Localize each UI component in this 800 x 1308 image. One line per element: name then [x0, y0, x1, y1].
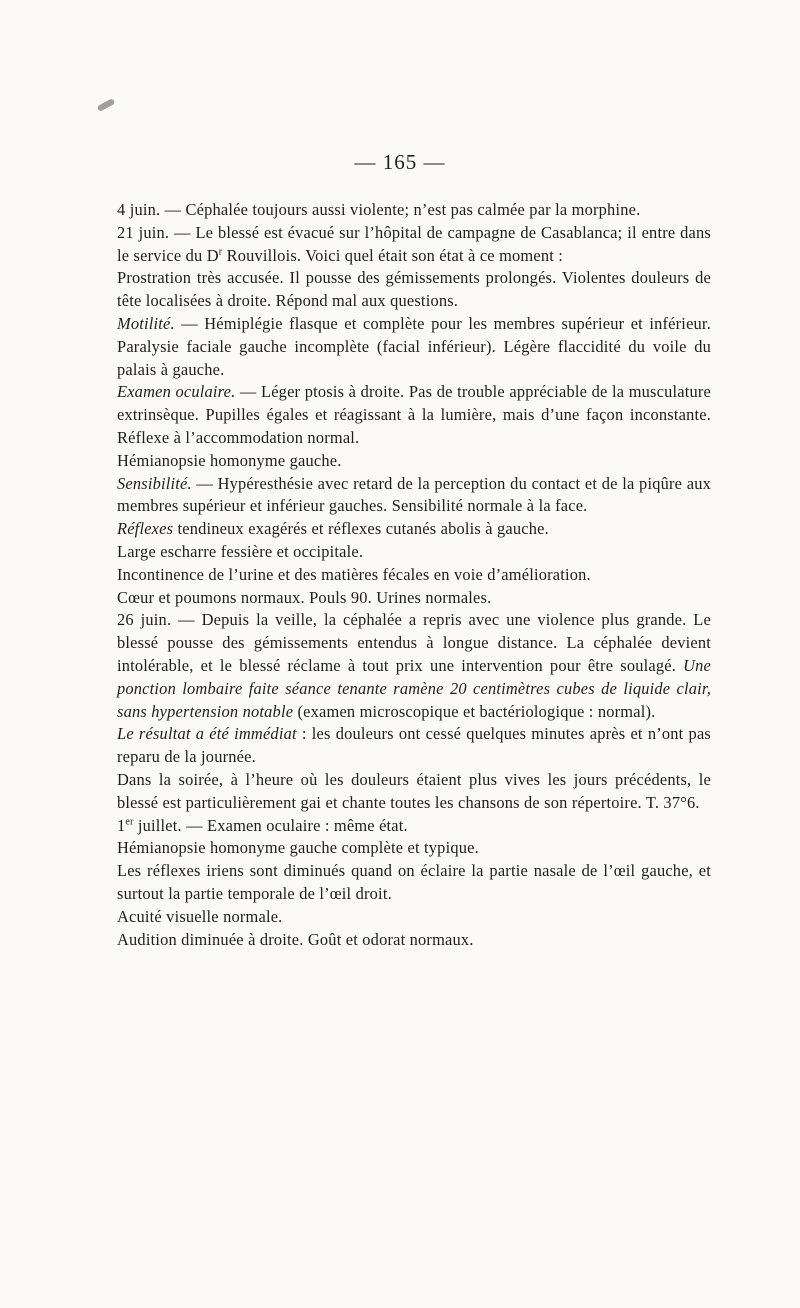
- paragraph-text: (examen microscopique et bactériologique : normal).: [293, 701, 656, 721]
- ink-mark: [97, 98, 116, 112]
- paragraph-audition: [117, 929, 711, 952]
- paragraph-21-juin: [117, 222, 711, 268]
- page-number: — 165 —: [354, 150, 446, 174]
- paragraph-26-juin: [117, 609, 711, 723]
- paragraph-text: Prostration très accusée. Il pousse des gémissements prolongés. Violentes douleurs de tête localisées à droite. Répond mal aux questions.: [117, 268, 711, 311]
- paragraph-coeur: [117, 587, 711, 610]
- paragraph-text: Rouvillois. Voici quel était son état à ce moment :: [222, 245, 564, 265]
- section-lead: Motilité.: [117, 313, 175, 333]
- paragraph-text: — Hypéresthésie avec retard de la perception du contact et de la piqûre aux membres supérieur et inférieur gauches. Sensibilité normale à la face.: [117, 473, 711, 516]
- paragraph-text: Hémianopsie homonyme gauche.: [117, 450, 342, 470]
- paragraph-reflexes: [117, 518, 711, 541]
- paragraph-text: : les douleurs ont cessé quelques minutes après et n’ont pas reparu de la journée.: [117, 724, 712, 767]
- paragraph-text: 21 juin. — Le blessé est évacué sur l’hôpital de campagne de Casablanca; il entre dans le service du D: [117, 222, 711, 265]
- paragraph-hemianopsie-complete: [117, 837, 711, 860]
- paragraph-sensibilite: [117, 473, 711, 519]
- paragraph-text: 26 juin. — Depuis la veille, la céphalée a repris avec une violence plus grande. Le blessé pousse des gémissements entendus à longue distance. La céphalée devient intolérable, et le blessé réclame à tout prix une intervention pour être soulagé.: [117, 610, 711, 675]
- paragraph-text: — Hémiplégie flasque et complète pour les membres supérieur et inférieur. Paralysie faciale gauche incomplète (facial inférieur). Légère flaccidité du voile du palais à gauche.: [117, 313, 711, 379]
- paragraph-text: Incontinence de l’urine et des matières fécales en voie d’amélioration.: [117, 564, 591, 584]
- section-lead: Sensibilité.: [117, 473, 192, 493]
- paragraph-text: Acuité visuelle normale.: [117, 906, 283, 926]
- paragraph-motilite: [117, 313, 711, 381]
- paragraph-4-juin: [117, 199, 711, 222]
- paragraph-prostration: [117, 267, 711, 313]
- section-lead: Examen oculaire.: [117, 382, 236, 402]
- superscript: r: [218, 246, 223, 258]
- paragraph-examen-oculaire: [117, 381, 711, 449]
- paragraph-text: Les réflexes iriens sont diminués quand on éclaire la partie nasale de l’œil gauche, et surtout la partie temporale de l’œil droit.: [117, 861, 711, 903]
- section-lead: Réflexes: [117, 519, 174, 539]
- paragraph-text: juillet. — Examen oculaire : même état.: [133, 815, 408, 835]
- paragraph-text: 4 juin. — Céphalée toujours aussi violente; n’est pas calmée par la morphine.: [117, 200, 641, 219]
- paragraph-text: Cœur et poumons normaux. Pouls 90. Urines normales.: [117, 587, 492, 607]
- paragraph-text: Large escharre fessière et occipitale.: [117, 541, 364, 561]
- paragraph-soiree: [117, 769, 711, 815]
- paragraph-reflexes-iriens: [117, 860, 711, 906]
- paragraph-incontinence: [117, 564, 711, 587]
- paragraph-text: Hémianopsie homonyme gauche complète et typique.: [117, 838, 479, 858]
- paragraph-hemianopsie: [117, 450, 711, 473]
- section-lead: Le résultat a été immédiat: [117, 724, 297, 744]
- paragraph-1er-juillet: [117, 815, 711, 838]
- paragraph-escharre: [117, 541, 711, 564]
- superscript: er: [125, 816, 134, 828]
- paragraph-text: 1: [117, 815, 126, 835]
- paragraph-resultat: [117, 723, 711, 769]
- paragraph-text: — Léger ptosis à droite. Pas de trouble appréciable de la musculature extrinsèque. Pupilles égales et réagissant à la lumière, mais d’une façon inconstante. Réflexe à l’accommodation normal.: [117, 382, 712, 447]
- paragraph-text: tendineux exagérés et réflexes cutanés abolis à gauche.: [173, 519, 549, 539]
- paragraph-acuite: [117, 906, 711, 929]
- paragraph-text: Dans la soirée, à l’heure où les douleurs étaient plus vives les jours précédents, le blessé est particulièrement gai et chante toutes les chansons de son répertoire. T. 37°6.: [117, 769, 711, 812]
- body-text: [117, 199, 711, 951]
- emphasis-text: Une ponction lombaire faite séance tenante ramène 20 centimètres cubes de liquide clair, sans hypertension notable: [117, 655, 711, 721]
- paragraph-text: Audition diminuée à droite. Goût et odorat normaux.: [117, 929, 474, 949]
